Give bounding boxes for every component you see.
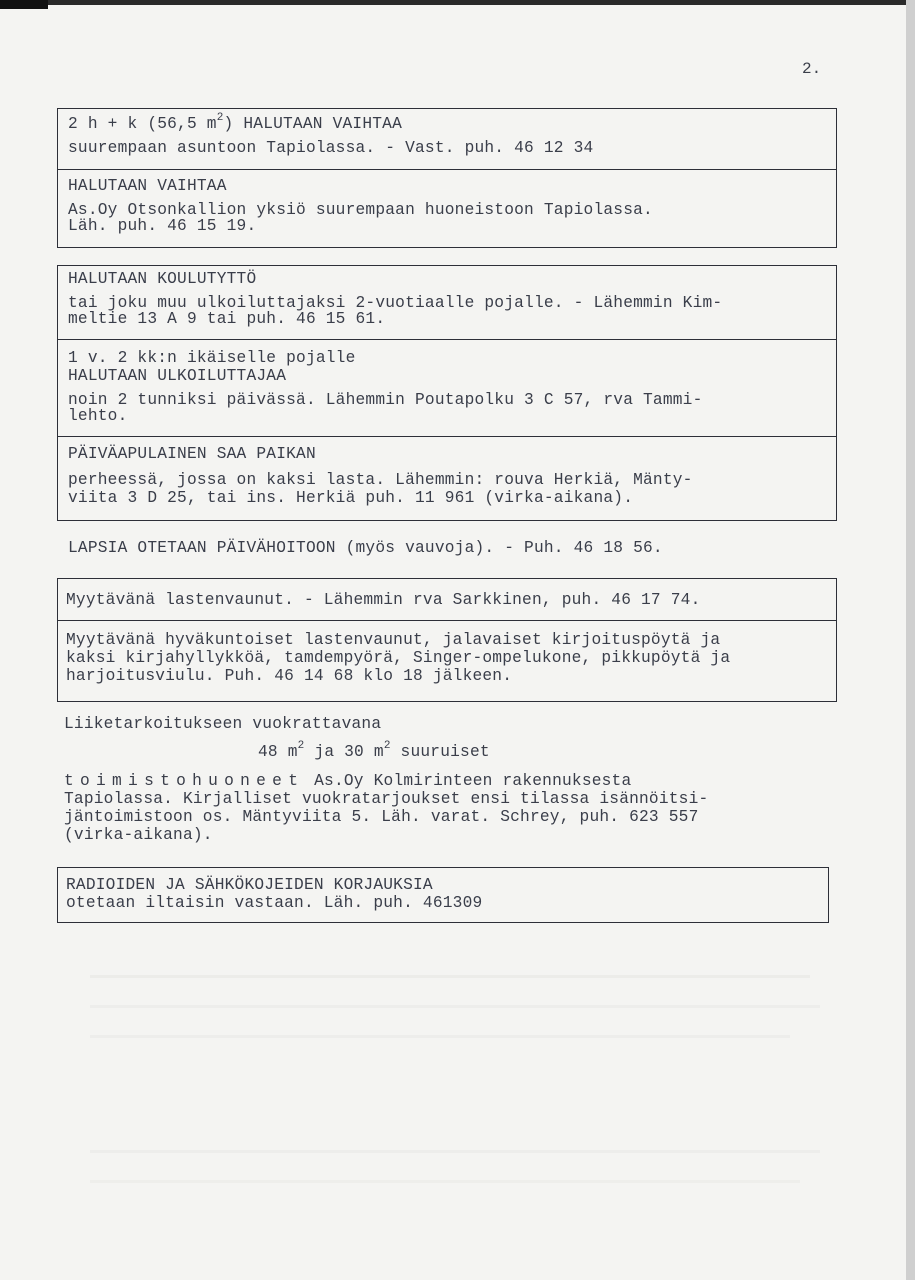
- ad-line: otetaan iltaisin vastaan. Läh. puh. 461309: [66, 894, 483, 912]
- bleed-through-mark: [90, 1150, 820, 1153]
- ad-separator: [58, 436, 836, 437]
- ad-line: kaksi kirjahyllykköä, tamdempyörä, Singer-ompelukone, pikkupöytä ja: [66, 649, 731, 667]
- ad-line: perheessä, jossa on kaksi lasta. Lähemmin: rouva Herkiä, Mänty-: [68, 471, 693, 489]
- ad-line: noin 2 tunniksi päivässä. Lähemmin Poutapolku 3 C 57, rva Tammi-: [68, 391, 703, 409]
- ad-line: HALUTAAN KOULUTYTTÖ: [68, 270, 257, 288]
- ad-line: (virka-aikana).: [64, 826, 213, 844]
- ad-line: jäntoimistoon os. Mäntyviita 5. Läh. varat. Schrey, puh. 623 557: [64, 808, 699, 826]
- ad-line: tai joku muu ulkoiluttajaksi 2-vuotiaalle pojalle. - Lähemmin Kim-: [68, 294, 723, 312]
- ad-line: suurempaan asuntoon Tapiolassa. - Vast. puh. 46 12 34: [68, 139, 594, 157]
- ad-line: As.Oy Otsonkallion yksiö suurempaan huoneistoon Tapiolassa.: [68, 201, 653, 219]
- ad-line: Myytävänä hyväkuntoiset lastenvaunut, jalavaiset kirjoituspöytä ja: [66, 631, 721, 649]
- ad-line: Liiketarkoitukseen vuokrattavana: [64, 715, 382, 733]
- bleed-through-mark: [90, 1005, 820, 1008]
- ad-line: Läh. puh. 46 15 19.: [68, 217, 257, 235]
- ad-separator: [58, 620, 836, 621]
- ad-line: HALUTAAN ULKOILUTTAJAA: [68, 367, 287, 385]
- ad-separator: [58, 169, 836, 170]
- scan-right-edge: [906, 0, 915, 1280]
- ad-line: 48 $m^2$ ja 30 $m^2$ suuruiset: [258, 739, 490, 761]
- ad-line: 1 v. 2 kk:n ikäiselle pojalle: [68, 349, 356, 367]
- bleed-through-mark: [90, 1180, 800, 1183]
- scan-corner-mark: [0, 0, 48, 9]
- bleed-through-mark: [90, 975, 810, 978]
- bleed-through-mark: [90, 1035, 790, 1038]
- ad-line: LAPSIA OTETAAN PÄIVÄHOITOON (myös vauvoja). - Puh. 46 18 56.: [68, 539, 663, 557]
- ad-line: Myytävänä lastenvaunut. - Lähemmin rva Sarkkinen, puh. 46 17 74.: [66, 591, 701, 609]
- ad-line: 2 h + k (56,5 $m^2$) HALUTAAN VAIHTAA: [68, 111, 402, 133]
- scan-top-edge: [0, 0, 915, 5]
- ad-separator: [58, 339, 836, 340]
- ad-line: HALUTAAN VAIHTAA: [68, 177, 227, 195]
- ad-line: viita 3 D 25, tai ins. Herkiä puh. 11 961 (virka-aikana).: [68, 489, 634, 507]
- ad-line: harjoitusviulu. Puh. 46 14 68 klo 18 jälkeen.: [66, 667, 513, 685]
- ad-line: lehto.: [68, 407, 128, 425]
- ad-line: meltie 13 A 9 tai puh. 46 15 61.: [68, 310, 386, 328]
- ad-line: RADIOIDEN JA SÄHKÖKOJEIDEN KORJAUKSIA: [66, 876, 433, 894]
- page-number: 2.: [802, 60, 822, 78]
- ad-line: toimistohuoneet As.Oy Kolmirinteen rakennuksesta: [64, 772, 632, 790]
- ad-line: Tapiolassa. Kirjalliset vuokratarjoukset ensi tilassa isännöitsi-: [64, 790, 709, 808]
- ad-line: PÄIVÄAPULAINEN SAA PAIKAN: [68, 445, 316, 463]
